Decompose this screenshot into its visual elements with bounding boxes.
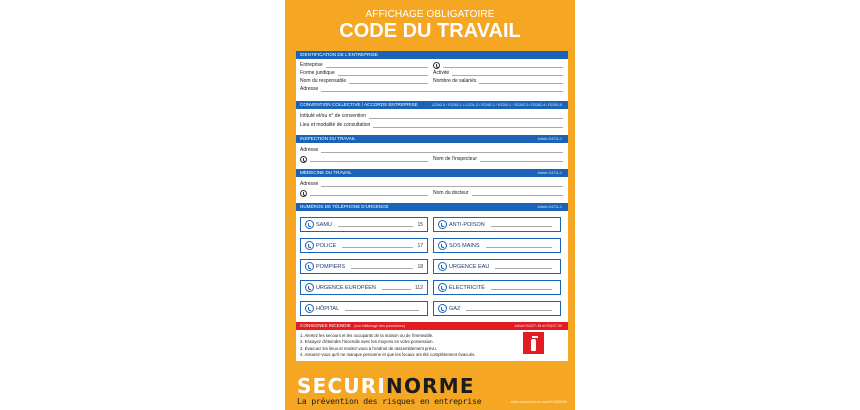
section-convention-header xyxy=(296,101,568,109)
section-subtitle: (voir l'affichage des procédures) xyxy=(354,324,406,328)
field-intitule-convention[interactable]: Intitulé et/ou n° de convention xyxy=(300,113,563,120)
field-forme-juridique[interactable]: Forme juridique xyxy=(300,70,428,77)
section-title: MÉDECINE DU TRAVAIL xyxy=(300,170,352,175)
phone-icon xyxy=(438,304,447,313)
field-entreprise[interactable]: Entreprise xyxy=(300,62,428,69)
emergency-sos-mains[interactable]: SOS MAINS xyxy=(433,238,561,253)
emergency-electricite[interactable]: ÉLECTRICITÉ xyxy=(433,280,561,295)
field-medecine-phone[interactable] xyxy=(300,190,428,197)
field-activite[interactable]: Activité xyxy=(433,70,563,77)
phone-icon xyxy=(438,241,447,250)
phone-icon xyxy=(438,220,447,229)
section-title: CONVENTION COLLECTIVE / ACCORDS ENTREPRISE xyxy=(300,102,418,107)
field-inspection-phone[interactable] xyxy=(300,156,428,163)
phone-icon xyxy=(300,190,307,197)
brand-logo: SECURINORME xyxy=(297,374,475,398)
section-ref: Article D4711-1 xyxy=(537,171,562,175)
field-inspection-adresse[interactable]: Adresse xyxy=(300,147,563,154)
fire-instructions xyxy=(300,333,510,359)
field-adresse[interactable]: Adresse xyxy=(300,86,563,93)
section-title: IDENTIFICATION DE L'ENTREPRISE xyxy=(300,52,378,57)
section-ref: L2262-5 / R2262-1 / L2231-2 / R2262-2 / R2262-1 / R2262-3 / R2262-4 / R2262-5 xyxy=(431,103,562,107)
section-title: NUMÉROS DE TÉLÉPHONE D'URGENCE xyxy=(300,204,389,209)
field-salaries[interactable]: Nombre de salariés xyxy=(433,78,563,85)
field-inspecteur[interactable]: Nom de l'inspecteur xyxy=(433,156,563,163)
fire-extinguisher-icon xyxy=(523,332,544,354)
field-medecine-adresse[interactable]: Adresse xyxy=(300,181,563,188)
phone-icon xyxy=(300,156,307,163)
emergency-hopital[interactable]: HÔPITAL xyxy=(300,301,428,316)
phone-icon xyxy=(438,262,447,271)
emergency-police[interactable]: POLICE 17 xyxy=(300,238,428,253)
brand-url: www.securinorme.com/01280052 xyxy=(510,400,567,404)
poster-subtitle: AFFICHAGE OBLIGATOIRE xyxy=(365,9,495,20)
instruction-item: 1. Alertez les secours et les occupants de la maison ou de l'immeuble. xyxy=(300,333,434,338)
phone-icon xyxy=(305,304,314,313)
section-inspection-header xyxy=(296,135,568,143)
emergency-gaz[interactable]: GAZ xyxy=(433,301,561,316)
section-identification-header xyxy=(296,51,568,59)
section-medecine-header xyxy=(296,169,568,177)
field-lieu-consultation[interactable]: Lieu et modalité de consultation xyxy=(300,122,563,129)
field-responsable[interactable]: Nom du responsable xyxy=(300,78,428,85)
emergency-urgence-europeen[interactable]: URGENCE EUROPÉEN 112 xyxy=(300,280,428,295)
emergency-urgence-eau[interactable]: URGENCE EAU xyxy=(433,259,561,274)
field-docteur[interactable]: Nom du docteur xyxy=(433,190,563,197)
poster-title: CODE DU TRAVAIL xyxy=(339,20,521,42)
emergency-pompiers[interactable]: POMPIERS 18 xyxy=(300,259,428,274)
section-ref: Article D4711-1 xyxy=(537,205,562,209)
section-ref: Article R4227-38 et R4227-39 xyxy=(514,324,562,328)
section-incendie-header xyxy=(296,322,568,330)
phone-icon xyxy=(305,262,314,271)
phone-icon xyxy=(305,283,314,292)
brand-tagline: La prévention des risques en entreprise xyxy=(297,396,482,406)
section-ref: Article D4711-1 xyxy=(537,137,562,141)
section-title: CONSIGNES INCENDIE xyxy=(300,323,351,328)
instruction-item: 3. Évacuez les lieux et rendez-vous à l'endroit de rassemblement prévu. xyxy=(300,345,437,351)
phone-icon xyxy=(305,220,314,229)
section-title: INSPECTION DU TRAVAIL xyxy=(300,136,356,141)
instruction-item: 4. Assurez-vous qu'il ne manque personne et que les locaux ont été complètement évacués. xyxy=(300,352,476,358)
phone-icon xyxy=(438,283,447,292)
phone-icon xyxy=(433,62,440,69)
emergency-samu[interactable]: SAMU 15 xyxy=(300,217,428,232)
instruction-item: 2. Essayez d'éteindre l'incendie avec les moyens en votre possession. xyxy=(300,339,434,345)
field-phone[interactable] xyxy=(433,62,563,69)
section-urgence-header xyxy=(296,203,568,211)
phone-icon xyxy=(305,241,314,250)
form-panel xyxy=(296,51,568,361)
poster xyxy=(285,0,575,410)
emergency-anti-poison[interactable]: ANTI-POISON xyxy=(433,217,561,232)
